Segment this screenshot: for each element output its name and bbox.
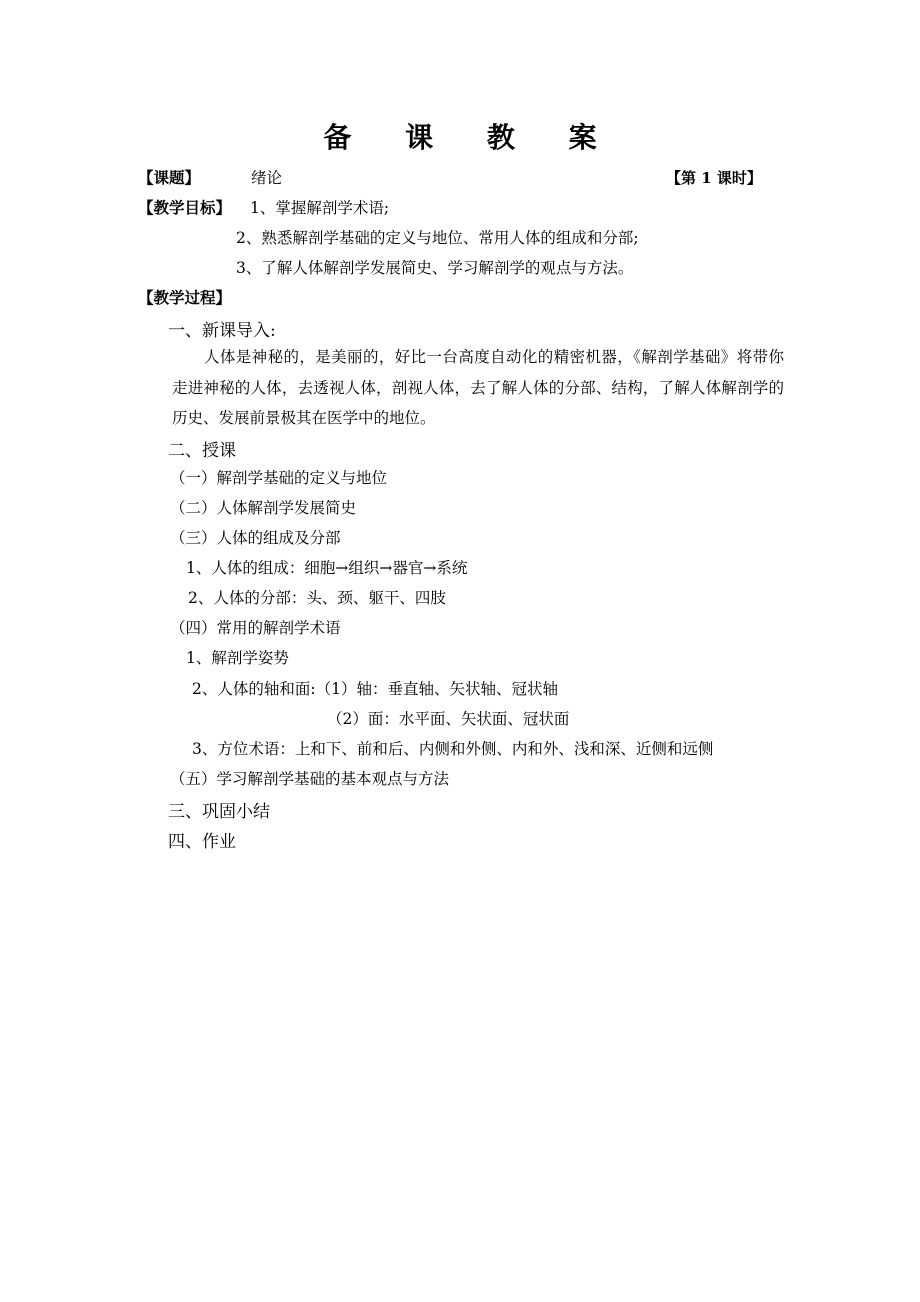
- objective-item: 1、掌握解剖学术语;: [250, 199, 390, 217]
- topic-value: 绪论: [251, 169, 283, 187]
- list-item: 2、人体的轴和面:（1）轴：垂直轴、矢状轴、冠状轴: [192, 680, 558, 698]
- list-item: 2、人体的分部：头、颈、躯干、四肢: [188, 589, 446, 607]
- list-item: 1、解剖学姿势: [186, 649, 289, 667]
- subsection: （五）学习解剖学基础的基本观点与方法: [170, 770, 450, 788]
- objective-item: 3、了解人体解剖学发展简史、学习解剖学的观点与方法。: [236, 259, 634, 277]
- topic-label: 【课题】: [138, 168, 201, 187]
- objectives-label: 【教学目标】: [138, 198, 232, 217]
- subsection: （二）人体解剖学发展简史: [170, 499, 357, 517]
- list-item: 3、方位术语：上和下、前和后、内侧和外侧、内和外、浅和深、近侧和远侧: [192, 740, 714, 758]
- subsection: （一）解剖学基础的定义与地位: [170, 469, 388, 487]
- objective-item: 2、熟悉解剖学基础的定义与地位、常用人体的组成和分部;: [236, 229, 639, 247]
- process-label: 【教学过程】: [138, 288, 232, 307]
- list-item: （2）面：水平面、矢状面、冠状面: [327, 710, 570, 728]
- section-heading: 一、新课导入:: [168, 321, 276, 341]
- section-heading: 四、作业: [168, 832, 236, 852]
- list-item: 1、人体的组成：细胞→组织→器官→系统: [186, 559, 468, 577]
- period-label: 【第 1 课时】: [666, 169, 762, 187]
- subsection: （三）人体的组成及分部: [170, 529, 341, 547]
- section-heading: 三、巩固小结: [168, 802, 270, 822]
- subsection: （四）常用的解剖学术语: [170, 619, 341, 637]
- intro-paragraph: 人体是神秘的，是美丽的，好比一台高度自动化的精密机器，《解剖学基础》将带你走进神秘的人体，去透视人体，剖视人体，去了解人体的分部、结构，了解人体解剖学的历史、发展前景极其在医学中的地位。: [172, 348, 784, 427]
- page-title: 备 课 教 案: [323, 121, 619, 154]
- section-heading: 二、授课: [168, 441, 236, 461]
